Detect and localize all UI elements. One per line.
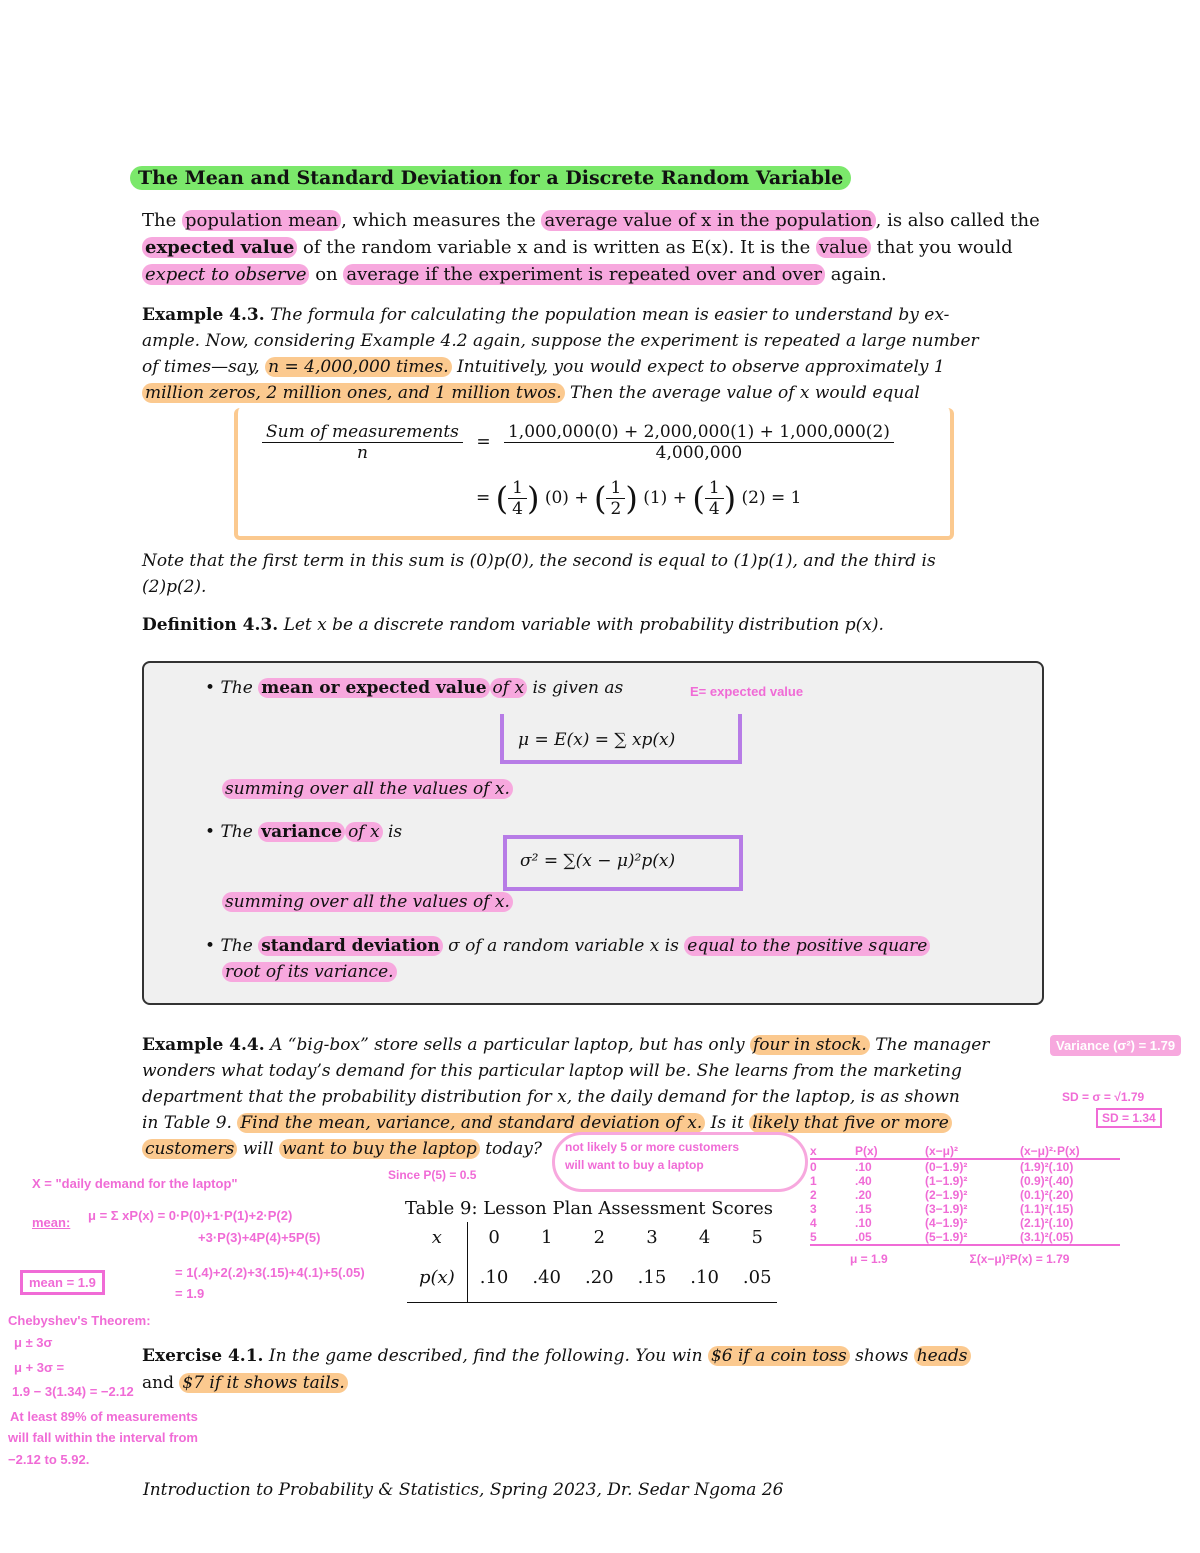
variance-formula: σ² = ∑(x − μ)²p(x) <box>520 851 676 871</box>
exercise-4-1: Exercise 4.1. In the game described, find the following. You win $6 if a coin toss shows heads and $7 if it shows tails. <box>142 1343 1052 1397</box>
summing-note-1: summing over all the values of x. <box>222 779 513 799</box>
page-footer: Introduction to Probability & Statistics, Spring 2023, Dr. Sedar Ngoma 26 <box>143 1480 784 1500</box>
handwritten-variance: Variance (σ²) = 1.79 <box>1050 1035 1181 1056</box>
table-9-caption: Table 9: Lesson Plan Assessment Scores <box>405 1198 773 1219</box>
summing-note-2: summing over all the values of x. <box>222 892 513 912</box>
table-9: x 0 1 2 3 4 5 p(x) .10 .40 .20 .15 .10 .05 <box>407 1222 777 1303</box>
handwritten-x-def: X = "daily demand for the laptop" <box>32 1176 238 1191</box>
handwritten-not-likely-2: will want to buy a laptop <box>565 1158 704 1172</box>
example-4-3: Example 4.3. The formula for calculating the population mean is easier to understand by ex- ample. Now, considering Example 4.2 again, suppose the experiment is repeated a large number of times—say, n = 4,000,000 times. Intuitively, you would expect to observe approximately 1 million zeros, 2 million ones, and 1 million twos. Then the average value of x would equal <box>142 305 979 403</box>
handwritten-mean-eq4: = 1.9 <box>175 1286 205 1301</box>
mean-formula: μ = E(x) = ∑ xp(x) <box>518 730 676 750</box>
handwritten-mean-box: mean = 1.9 <box>20 1270 105 1295</box>
handwritten-ch3: 1.9 − 3(1.34) = −2.12 <box>12 1384 134 1399</box>
handwritten-not-likely-1: not likely 5 or more customers <box>565 1140 740 1154</box>
handwritten-chebyshev: Chebyshev's Theorem: <box>8 1313 151 1328</box>
example-4-4: Example 4.4. A “big-box” store sells a particular laptop, but has only four in stock. The manager wonders what today’s demand for this particular laptop will be. She learns from the marketing department that the probability distribution for x, the daily demand for the laptop, is as shown in Table 9. Find the mean, variance, and standard deviation of x. Is it likely that five or more customers will want to buy the laptop today? <box>142 1035 990 1159</box>
section-heading: The Mean and Standard Deviation for a Discrete Random Variable <box>130 167 851 189</box>
handwritten-ch6: −2.12 to 5.92. <box>8 1452 90 1467</box>
bullet-mean: • The mean or expected value of x is given as <box>205 678 624 698</box>
handwritten-mean-eq3: = 1(.4)+2(.2)+3(.15)+4(.1)+5(.05) <box>175 1265 365 1280</box>
std-dev-continued: root of its variance. <box>222 962 397 982</box>
handwritten-since: Since P(5) = 0.5 <box>388 1168 477 1182</box>
bullet-std-dev: • The standard deviation σ of a random variable x is equal to the positive square <box>205 936 930 956</box>
handwritten-ch2: μ + 3σ = <box>14 1360 65 1375</box>
handwritten-sd2: SD = 1.34 <box>1096 1108 1162 1128</box>
handwritten-mean-eq1: μ = Σ xP(x) = 0·P(0)+1·P(1)+2·P(2) <box>88 1208 293 1223</box>
handwritten-sd1: SD = σ = √1.79 <box>1062 1090 1145 1104</box>
intro-paragraph: The population mean , which measures the average value of x in the population , is also called the expected value of the random variable x and is written as E(x). It is the value that you would expect to observe on average if the experiment is repeated over and over again. <box>142 210 1040 285</box>
mean-equation-line2: = ( $\frac{1}{4}$ ) (0) + ( $\frac{1}{2}$ ) (1) + ( $\frac{1}{4}$ ) (2) = 1 <box>476 478 802 519</box>
bullet-variance: • The variance of x is <box>205 822 403 842</box>
handwritten-ch4: At least 89% of measurements <box>10 1409 198 1424</box>
mean-equation: $\frac{\text{Sum of measurements}}{n}$ = $\frac{1,000,000(0) + 2,000,000(1) + 1,000,000(2)}{4,000,000}$ <box>262 422 894 463</box>
handwritten-ch1: μ ± 3σ <box>14 1335 53 1350</box>
handwritten-mean-label: mean: <box>32 1215 71 1230</box>
handwritten-expected-value: E= expected value <box>690 684 804 699</box>
definition-4-3: Definition 4.3. Let x be a discrete random variable with probability distribution p(x). <box>142 615 884 635</box>
handwritten-variance-table: x P(x) (x−μ)² (x−μ)²·P(x) 0 .10 (0−1.9)² (1.9)²(.10) 1 .40 (1−1.9)² (0.9)²(.40) 2 .20 (2−1.9)² (0.1)²(.20) 3 .15 (3−1.9)² (1.1)²(.15) 4 .10 (4−1.9)² (2.1)²(.10) 5 .05 (5−1.9)² (3.1)²(.05) μ = 1.9 Σ(x−μ)²P(x) = 1.79 <box>810 1144 1120 1266</box>
handwritten-ch5: will fall within the interval from <box>8 1430 198 1445</box>
handwritten-mean-eq2: +3·P(3)+4P(4)+5P(5) <box>198 1230 321 1245</box>
note-paragraph: Note that the first term in this sum is (0)p(0), the second is equal to (1)p(1), and the third is (2)p(2). <box>142 551 936 597</box>
